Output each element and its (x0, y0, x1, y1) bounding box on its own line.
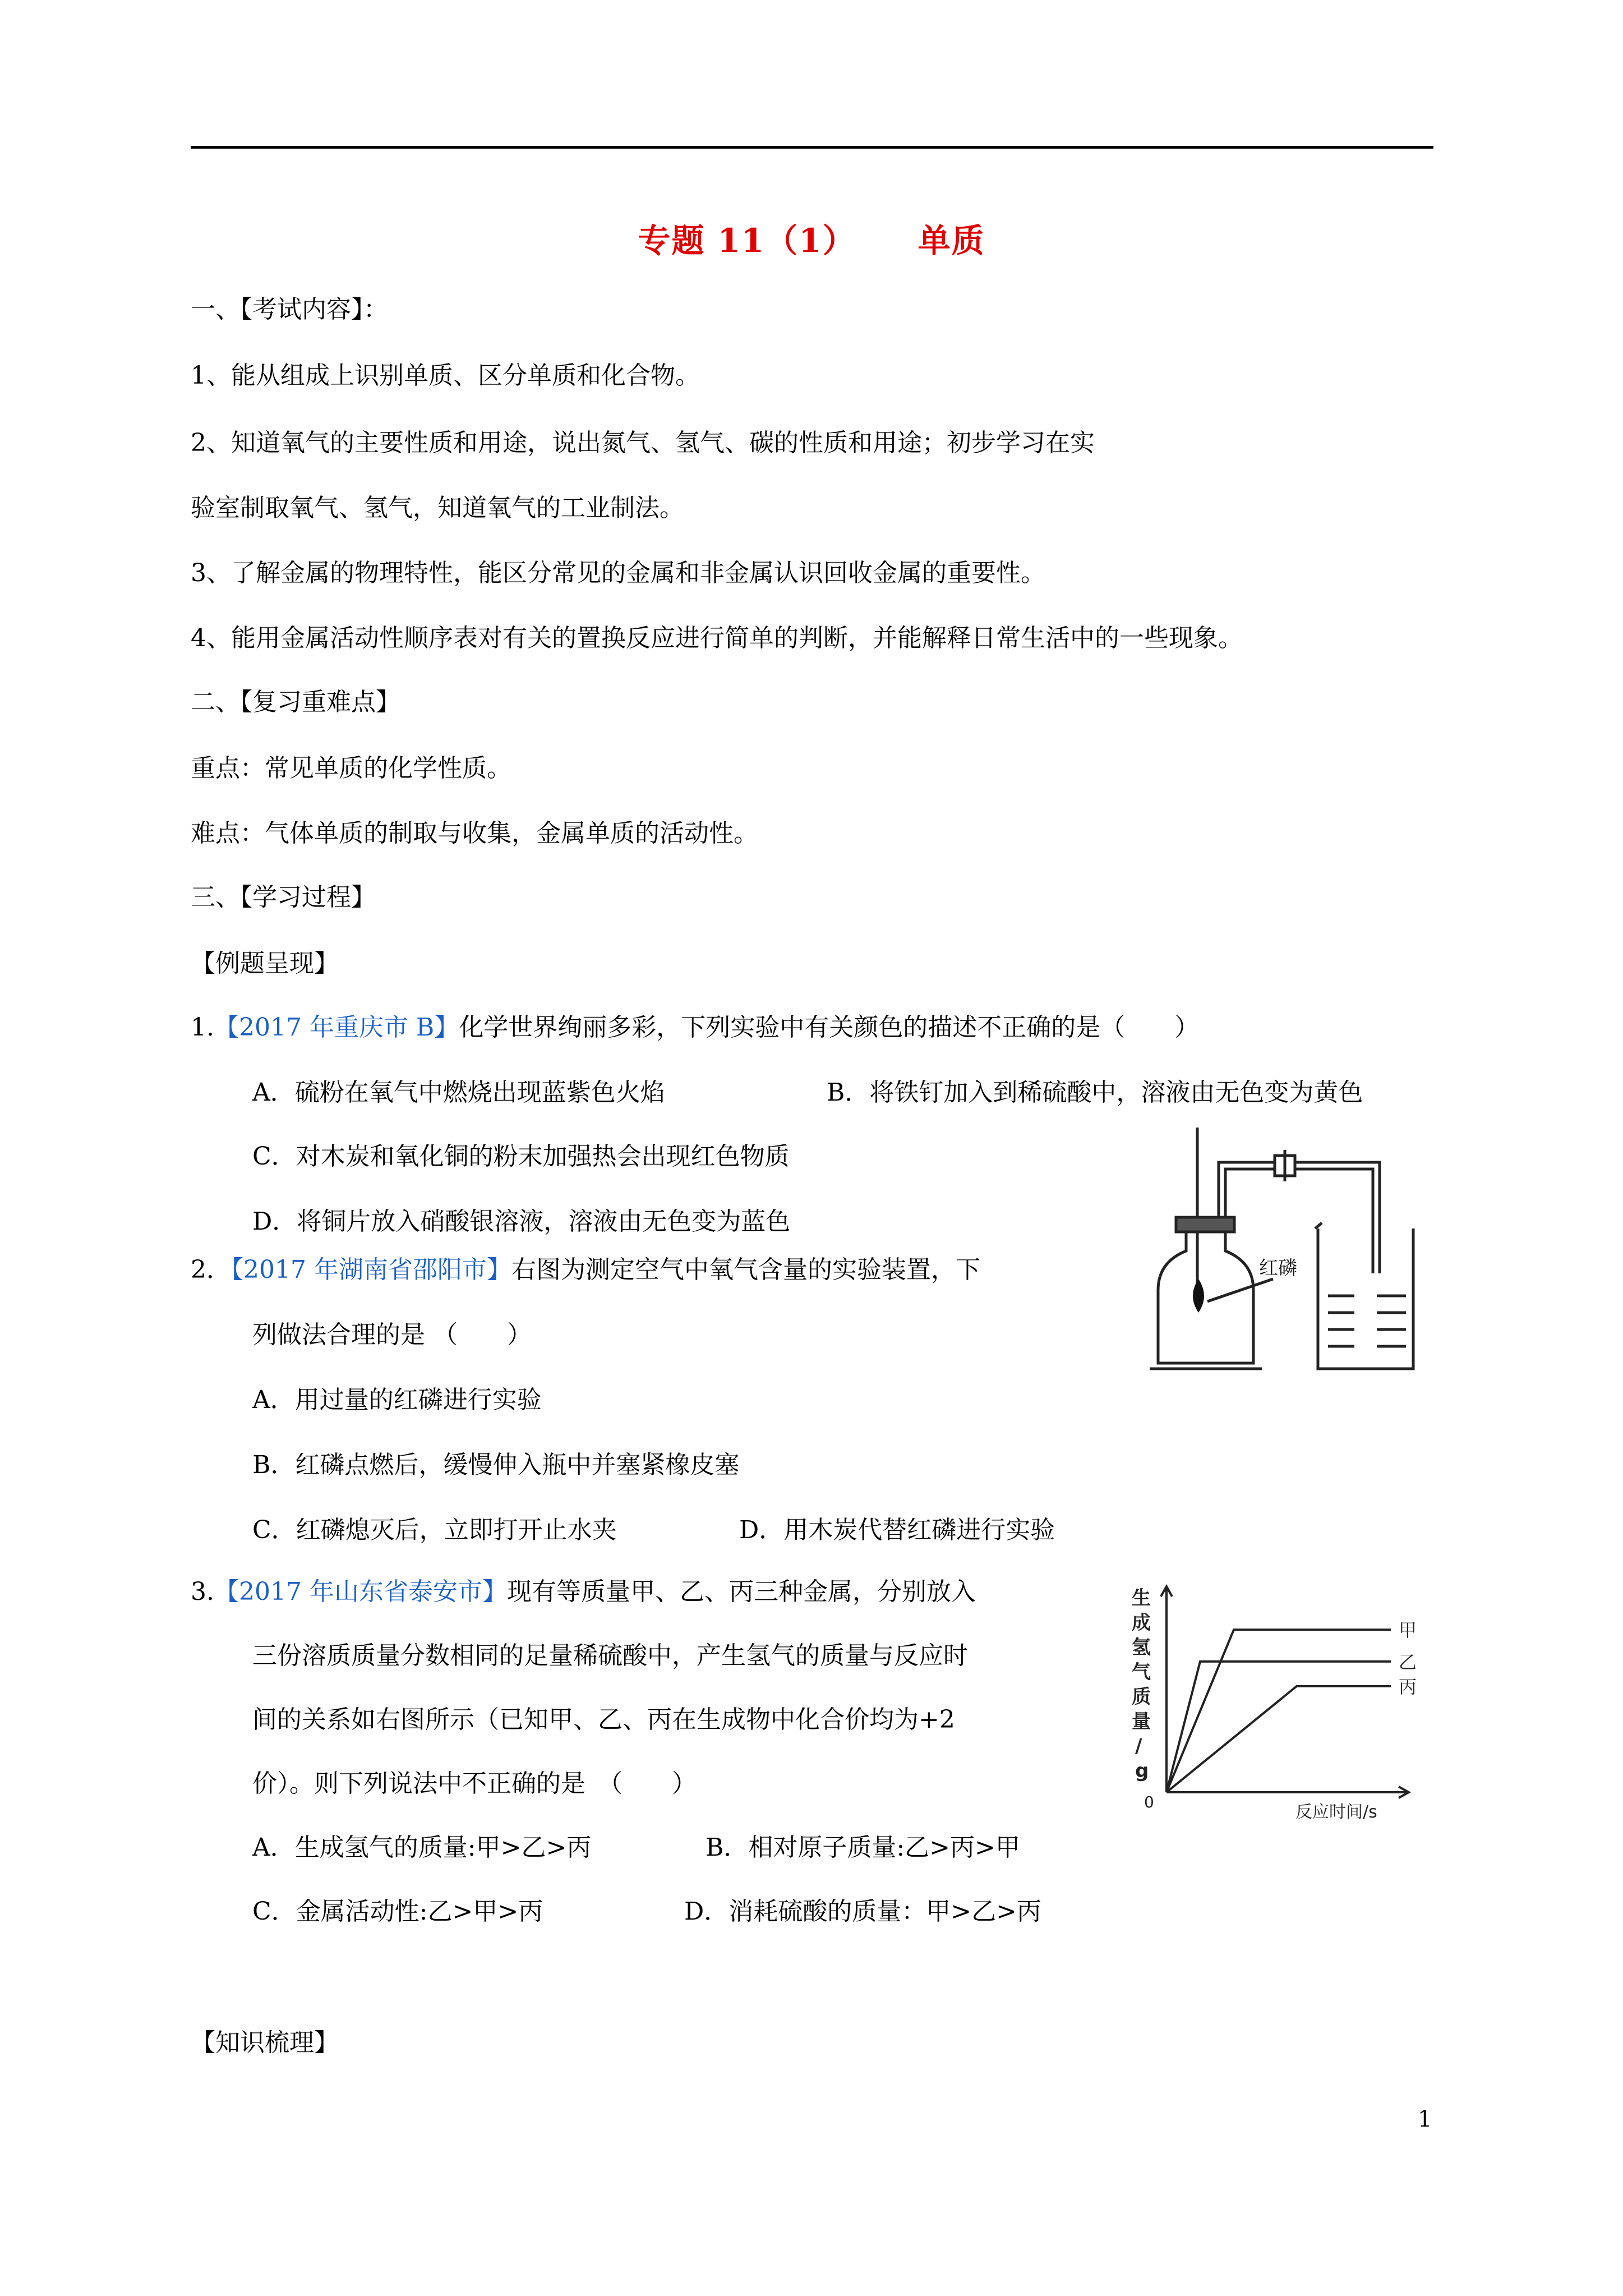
hydrogen-mass-chart (1127, 1582, 1441, 1829)
question-1-source: 【2017 年重庆市 B】 (214, 1013, 459, 1042)
question-3-option-a: A．生成氢气的质量:甲>乙>丙 (252, 1833, 592, 1862)
question-2 (191, 1253, 980, 1287)
x-axis-label: 反应时间/s (1295, 1802, 1377, 1822)
exam-item-2: 2、知道氧气的主要性质和用途，说出氮气、氢气、碳的性质和用途；初步学习在实 (191, 429, 1095, 457)
y-axis-label-char: 生 (1132, 1587, 1151, 1609)
series-label-3: 丙 (1399, 1676, 1417, 1697)
knowledge-heading: 【知识梳理】 (191, 2028, 339, 2057)
y-axis-label-char: 氢 (1132, 1636, 1151, 1659)
review-key: 重点：常见单质的化学性质。 (191, 754, 511, 783)
question-2-option-c: C．红磷熄灭后，立即打开止水夹 (252, 1516, 617, 1544)
examples-heading: 【例题呈现】 (191, 949, 339, 978)
header-rule (191, 146, 1433, 149)
y-axis-label-char: / (1135, 1735, 1142, 1757)
question-3-stem-2: 三份溶质质量分数相同的足量稀硫酸中，产生氢气的质量与反应时 (252, 1641, 968, 1670)
question-1-option-b: B．将铁钉加入到稀硫酸中，溶液由无色变为黄色 (827, 1078, 1363, 1107)
exam-item-1: 1、能从组成上识别单质、区分单质和化合物。 (191, 361, 700, 390)
question-3-option-d: D．消耗硫酸的质量：甲>乙>丙 (684, 1897, 1042, 1926)
gas-bottle (1158, 1232, 1253, 1363)
rubber-stopper (1176, 1217, 1234, 1232)
series-line-3 (1166, 1686, 1391, 1792)
connecting-tube (1219, 1162, 1380, 1273)
question-2-option-b: B．红磷点燃后，缓慢伸入瓶中并塞紧橡皮塞 (252, 1451, 740, 1479)
y-axis-label-char: 气 (1132, 1661, 1151, 1683)
oxygen-apparatus-figure (1147, 1128, 1427, 1386)
exam-heading: 一、【考试内容】： (191, 295, 388, 324)
process-heading: 三、【学习过程】 (191, 883, 376, 912)
question-1-number: 1. (191, 1013, 214, 1042)
y-axis-label (1132, 1587, 1151, 1782)
y-axis-label-char: 成 (1132, 1612, 1151, 1634)
title-main: 专题 11（1） (638, 222, 856, 260)
page-number: 1 (1418, 2106, 1432, 2132)
question-1-option-a: A．硫粉在氧气中燃烧出现蓝紫色火焰 (252, 1078, 665, 1107)
question-3-stem-4: 价）。则下列说法中不正确的是 （ ） (252, 1769, 697, 1798)
question-3 (191, 1575, 976, 1609)
exam-item-3: 3、了解金属的物理特性，能区分常见的金属和非金属认识回收金属的重要性。 (191, 559, 1045, 587)
series-line-1 (1166, 1630, 1391, 1792)
figure-label-red-phosphorus: 红磷 (1259, 1257, 1297, 1280)
question-3-option-c: C．金属活动性:乙>甲>丙 (252, 1897, 543, 1926)
chart-origin-label: 0 (1144, 1793, 1154, 1811)
question-3-stem-1: 现有等质量甲、乙、丙三种金属，分别放入 (506, 1577, 976, 1606)
question-3-source: 【2017 年山东省泰安市】 (214, 1577, 507, 1606)
page-title (0, 214, 1623, 261)
question-3-option-b: B．相对原子质量:乙>丙>甲 (706, 1833, 1020, 1862)
question-2-source: 【2017 年湖南省邵阳市】 (231, 1255, 511, 1284)
question-2-stem-1: 右图为测定空气中氧气含量的实验装置，下 (511, 1255, 980, 1284)
review-difficult: 难点：气体单质的制取与收集，金属单质的活动性。 (191, 819, 758, 848)
y-axis-label-char: 质 (1132, 1686, 1151, 1708)
question-2-option-a: A．用过量的红磷进行实验 (252, 1386, 542, 1414)
question-2-stem-2: 列做法合理的是 （ ） (252, 1320, 532, 1349)
question-1-stem: 化学世界绚丽多彩，下列实验中有关颜色的描述不正确的是（ ） (459, 1013, 1200, 1042)
question-2-option-d: D．用木炭代替红磷进行实验 (739, 1516, 1055, 1544)
question-3-number: 3. (191, 1577, 214, 1606)
flame-icon (1193, 1279, 1204, 1313)
question-2-number: 2． (191, 1255, 231, 1284)
y-axis-label-char: g (1135, 1760, 1149, 1782)
series-label-1: 甲 (1399, 1619, 1417, 1641)
question-1-option-d: D．将铜片放入硝酸银溶液，溶液由无色变为蓝色 (252, 1207, 791, 1236)
y-axis-label-char: 量 (1132, 1710, 1151, 1733)
title-sub: 单质 (917, 222, 985, 260)
series-label-2: 乙 (1399, 1651, 1417, 1673)
series-line-2 (1166, 1662, 1391, 1792)
exam-item-4: 4、能用金属活动性顺序表对有关的置换反应进行简单的判断，并能解释日常生活中的一些现象。 (191, 624, 1243, 652)
question-1 (191, 1011, 1199, 1045)
exam-item-2-cont: 验室制取氧气、氢气，知道氧气的工业制法。 (191, 494, 684, 522)
question-3-stem-3: 间的关系如右图所示（已知甲、乙、丙在生成物中化合价均为+2 (252, 1705, 955, 1734)
review-heading: 二、【复习重难点】 (191, 688, 400, 716)
question-1-option-c: C．对木炭和氧化铜的粉末加强热会出现红色物质 (252, 1142, 790, 1171)
